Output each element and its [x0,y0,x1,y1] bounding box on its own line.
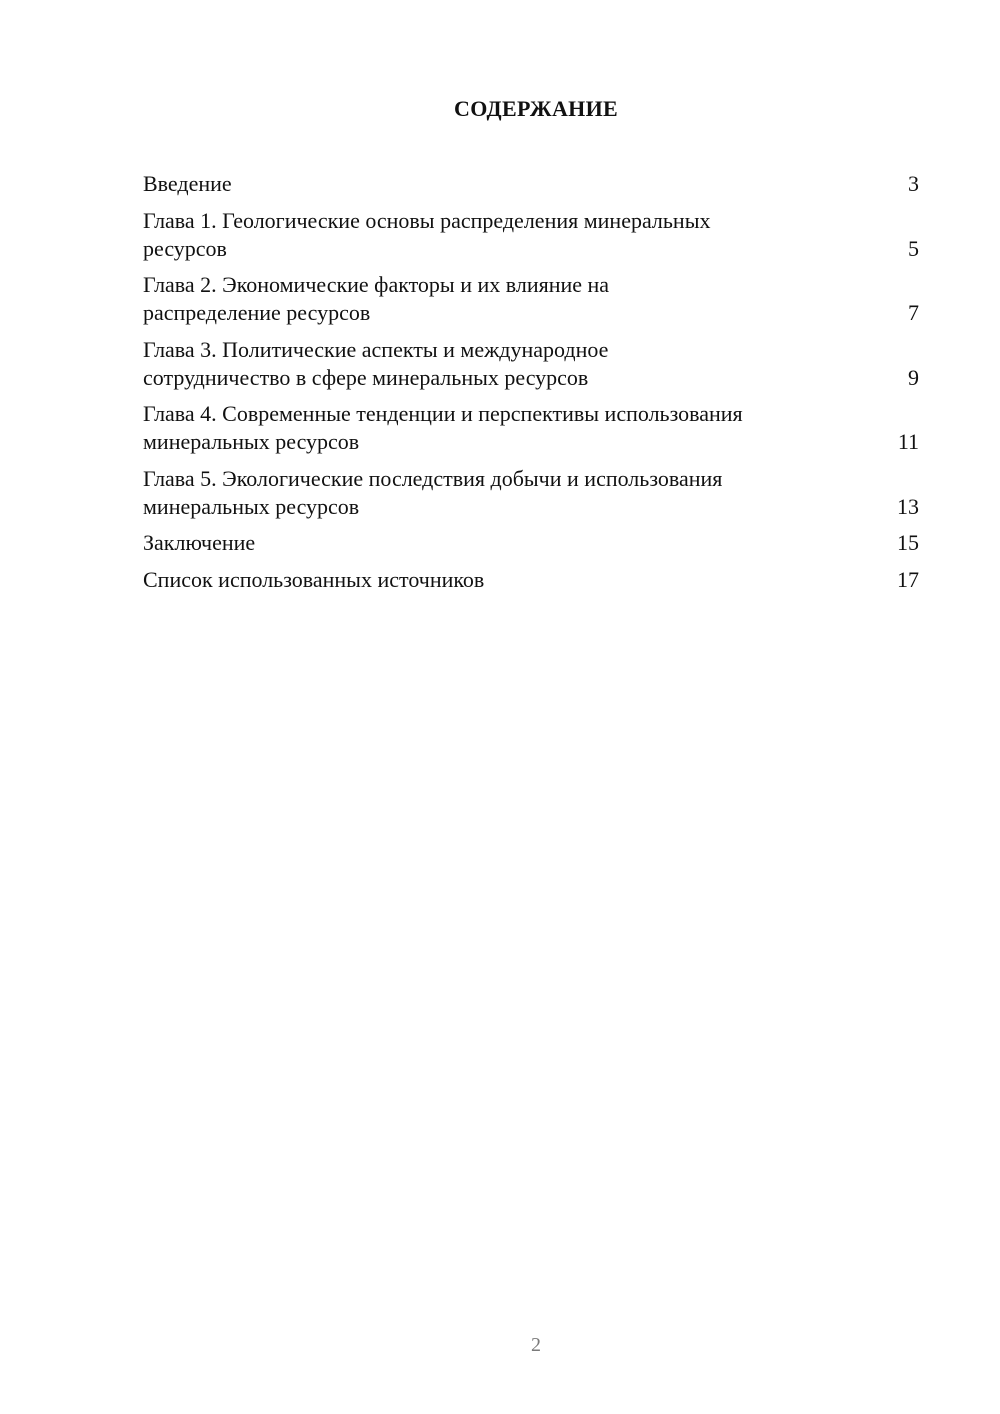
toc-entry-label-line: Список использованных источников [143,566,485,592]
toc-entry-label-line: Глава 2. Экономические факторы и их влияние на [143,272,610,297]
toc-entry-label [143,566,919,594]
toc-entry-label-line: Глава 1. Геологические основы распределения минеральных [143,207,711,233]
toc-entry-label [143,170,919,198]
toc-entry-page: 11 [897,429,919,454]
toc-entry-chapter-5 [143,465,919,521]
toc-entry-references [143,566,919,594]
toc-entry-label [143,336,919,392]
page-number: 2 [531,1334,541,1356]
toc-entry-page: 9 [908,364,919,390]
toc-entry-chapter-2 [143,271,919,327]
toc-entry-label [143,271,919,327]
toc-entry-page: 7 [908,300,919,325]
toc-entry-label [143,207,919,263]
toc-entry-page: 17 [897,566,919,592]
toc-entry-label-line: сотрудничество в сфере минеральных ресурсов [143,364,589,390]
toc-entry-label-line: Глава 4. Современные тенденции и перспективы использования [143,401,743,426]
toc-entry-chapter-1 [143,207,919,263]
toc-entry-label-line: Введение [143,171,232,196]
toc-entry-label-line: Глава 5. Экологические последствия добычи и использования [143,465,723,491]
toc-entry-label-line: ресурсов [143,235,227,261]
toc-entry-label [143,529,919,557]
toc-entry-page: 5 [908,235,919,261]
toc-entry-label-line: минеральных ресурсов [143,429,360,454]
toc-entry-conclusion [143,529,919,557]
toc-entry-label [143,400,919,456]
toc-entry-label [143,465,919,521]
page-title: СОДЕРЖАНИЕ [454,96,618,121]
table-of-contents [143,170,919,602]
toc-entry-chapter-4 [143,400,919,456]
toc-entry-label-line: Глава 3. Политические аспекты и международное [143,336,609,362]
toc-entry-page: 13 [897,493,919,519]
toc-entry-page: 15 [897,530,919,555]
toc-entry-label-line: Заключение [143,530,256,555]
toc-entry-introduction [143,170,919,198]
toc-entry-chapter-3 [143,336,919,392]
toc-entry-page: 3 [908,171,919,196]
toc-entry-label-line: минеральных ресурсов [143,493,360,519]
toc-entry-label-line: распределение ресурсов [143,300,371,325]
